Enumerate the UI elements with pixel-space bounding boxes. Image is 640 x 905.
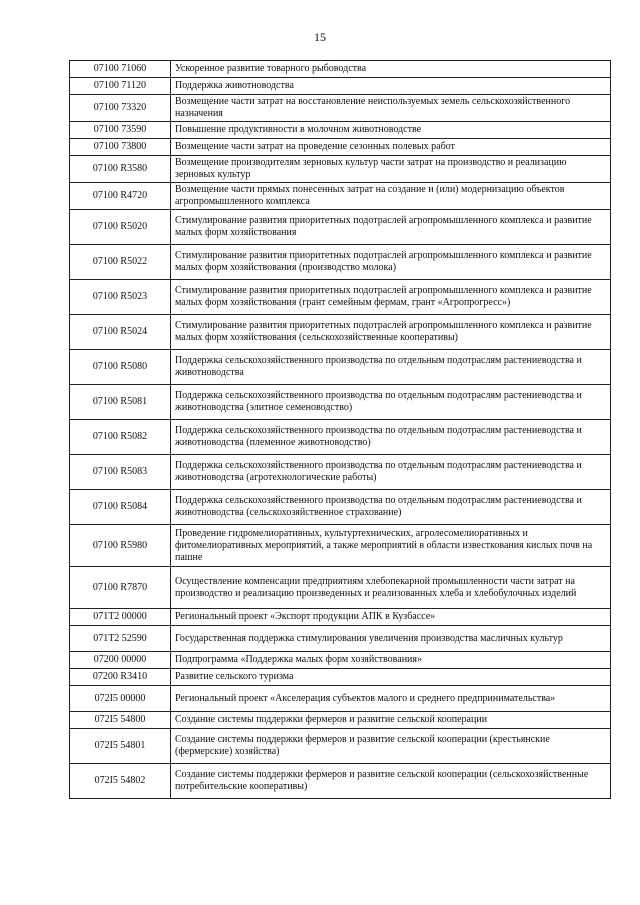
code-cell: 07100 R5024 (70, 315, 171, 350)
code-cell: 07100 R5080 (70, 350, 171, 385)
description-cell: Поддержка животноводства (171, 78, 611, 95)
description-cell: Государственная поддержка стимулирования увеличения производства масличных культур (171, 626, 611, 652)
description-cell: Возмещение производителям зерновых культур части затрат на производство и реализацию зерновых культур (171, 156, 611, 183)
code-cell: 07100 R5022 (70, 245, 171, 280)
code-cell: 07100 73320 (70, 95, 171, 122)
description-cell: Поддержка сельскохозяйственного производства по отдельным подотраслям растениеводства и животноводства (племенное животноводство) (171, 420, 611, 455)
table-row (70, 280, 611, 315)
table-row (70, 139, 611, 156)
table-row (70, 626, 611, 652)
description-cell: Возмещение части прямых понесенных затрат на создание и (или) модернизацию объектов агропромышленного комплекса (171, 183, 611, 210)
table-row (70, 156, 611, 183)
table-row (70, 764, 611, 799)
table-row (70, 385, 611, 420)
table-row (70, 61, 611, 78)
table-row (70, 712, 611, 729)
table-row (70, 122, 611, 139)
table-row (70, 609, 611, 626)
table-row (70, 686, 611, 712)
code-cell: 07100 73590 (70, 122, 171, 139)
code-cell: 07100 R5082 (70, 420, 171, 455)
code-cell: 07100 R5020 (70, 210, 171, 245)
table-row (70, 245, 611, 280)
code-cell: 07100 R5084 (70, 490, 171, 525)
description-cell: Стимулирование развития приоритетных подотраслей агропромышленного комплекса и развитие малых форм хозяйствования (производство молока) (171, 245, 611, 280)
description-cell: Возмещение части затрат на проведение сезонных полевых работ (171, 139, 611, 156)
description-cell: Стимулирование развития приоритетных подотраслей агропромышленного комплекса и развитие малых форм хозяйствования (сельскохозяйственные кооперативы) (171, 315, 611, 350)
code-cell: 07100 R5083 (70, 455, 171, 490)
description-cell: Осуществление компенсации предприятиям хлебопекарной промышленности части затрат на производство и реализацию произведенных и реализованных хлеба и хлебобулочных изделий (171, 567, 611, 609)
budget-codes-table (69, 60, 611, 799)
table-row (70, 490, 611, 525)
description-cell: Проведение гидромелиоративных, культуртехнических, агролесомелиоративных и фитомелиоративных мероприятий, а также мероприятий в области известкования кислых почв на пашне (171, 525, 611, 567)
code-cell: 071T2 52590 (70, 626, 171, 652)
code-cell: 07100 R5023 (70, 280, 171, 315)
description-cell: Поддержка сельскохозяйственного производства по отдельным подотраслям растениеводства и животноводства (сельскохозяйственное страхование) (171, 490, 611, 525)
code-cell: 072I5 00000 (70, 686, 171, 712)
table-row (70, 350, 611, 385)
description-cell: Подпрограмма «Поддержка малых форм хозяйствования» (171, 652, 611, 669)
description-cell: Создание системы поддержки фермеров и развитие сельской кооперации (171, 712, 611, 729)
table-row (70, 420, 611, 455)
code-cell: 07200 00000 (70, 652, 171, 669)
table-row (70, 669, 611, 686)
description-cell: Поддержка сельскохозяйственного производства по отдельным подотраслям растениеводства и животноводства (элитное семеноводство) (171, 385, 611, 420)
description-cell: Ускоренное развитие товарного рыбоводства (171, 61, 611, 78)
code-cell: 07100 R4720 (70, 183, 171, 210)
table-row (70, 455, 611, 490)
code-cell: 072I5 54802 (70, 764, 171, 799)
code-cell: 07100 73800 (70, 139, 171, 156)
description-cell: Создание системы поддержки фермеров и развитие сельской кооперации (крестьянские (фермерские) хозяйства) (171, 729, 611, 764)
table-row (70, 729, 611, 764)
description-cell: Развитие сельского туризма (171, 669, 611, 686)
description-cell: Стимулирование развития приоритетных подотраслей агропромышленного комплекса и развитие малых форм хозяйствования (грант семейным фермам, грант «Агропрогресс») (171, 280, 611, 315)
table-row (70, 567, 611, 609)
code-cell: 07100 71060 (70, 61, 171, 78)
code-cell: 072I5 54801 (70, 729, 171, 764)
code-cell: 07200 R3410 (70, 669, 171, 686)
table-row (70, 78, 611, 95)
description-cell: Поддержка сельскохозяйственного производства по отдельным подотраслям растениеводства и животноводства (агротехнологические работы) (171, 455, 611, 490)
code-cell: 07100 71120 (70, 78, 171, 95)
code-cell: 07100 R3580 (70, 156, 171, 183)
page-number: 15 (314, 30, 326, 44)
code-cell: 072I5 54800 (70, 712, 171, 729)
table-row (70, 210, 611, 245)
description-cell: Возмещение части затрат на восстановление неиспользуемых земель сельскохозяйственного назначения (171, 95, 611, 122)
code-cell: 07100 R7870 (70, 567, 171, 609)
description-cell: Поддержка сельскохозяйственного производства по отдельным подотраслям растениеводства и животноводства (171, 350, 611, 385)
code-cell: 071T2 00000 (70, 609, 171, 626)
description-cell: Региональный проект «Экспорт продукции АПК в Кузбассе» (171, 609, 611, 626)
table-row (70, 315, 611, 350)
table-row (70, 183, 611, 210)
table-row (70, 652, 611, 669)
description-cell: Стимулирование развития приоритетных подотраслей агропромышленного комплекса и развитие малых форм хозяйствования (171, 210, 611, 245)
table-row (70, 95, 611, 122)
code-cell: 07100 R5980 (70, 525, 171, 567)
code-cell: 07100 R5081 (70, 385, 171, 420)
description-cell: Региональный проект «Акселерация субъектов малого и среднего предпринимательства» (171, 686, 611, 712)
description-cell: Создание системы поддержки фермеров и развитие сельской кооперации (сельскохозяйственные потребительские кооперативы) (171, 764, 611, 799)
table-row (70, 525, 611, 567)
description-cell: Повышение продуктивности в молочном животноводстве (171, 122, 611, 139)
